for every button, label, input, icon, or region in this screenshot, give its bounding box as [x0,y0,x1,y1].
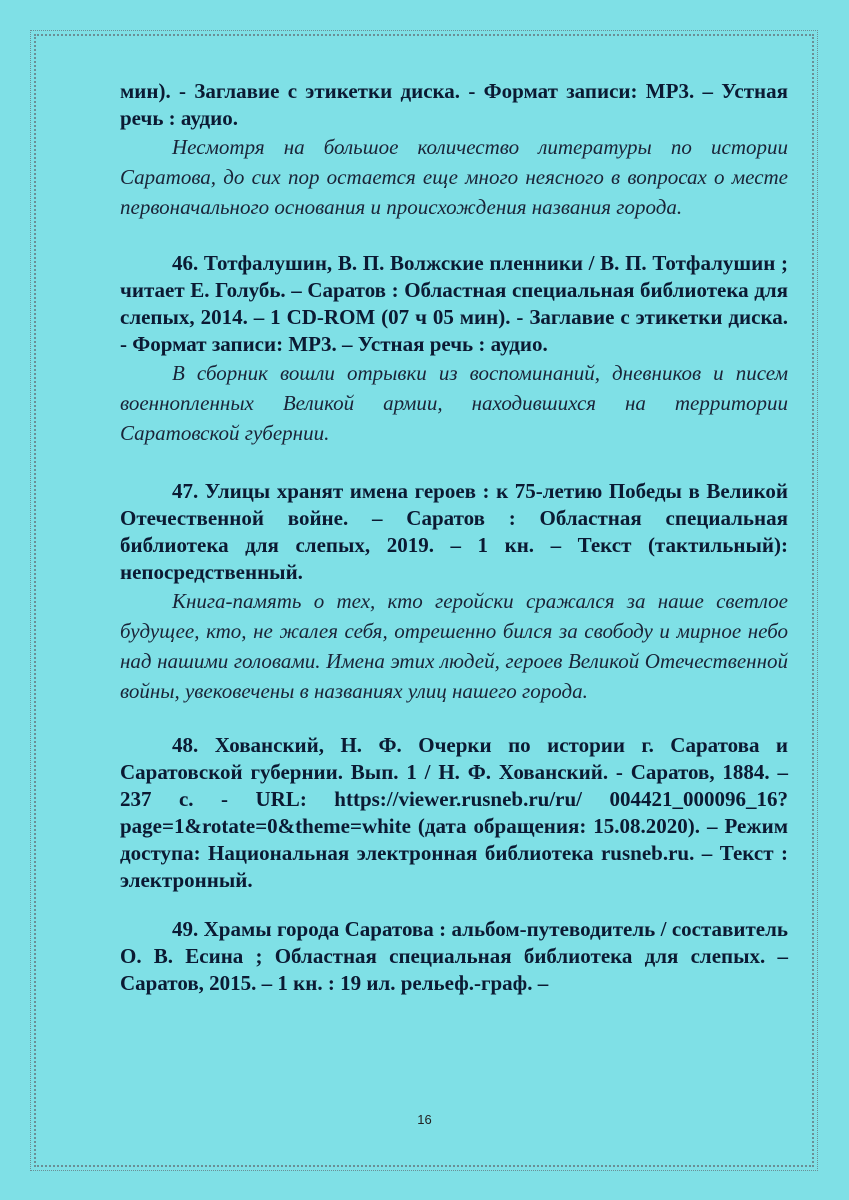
entry-48-citation: 48. Хованский, Н. Ф. Очерки по истории г. Саратова и Саратовской губернии. Вып. 1 / Н. Ф. Хованский. - Саратов, 1884. – 237 с. - URL: https://viewer.rusneb.ru/ru/ 004421_000096_16?page=1&rotate=0&theme=white (дата обращения: 15.08.2020). – Режим доступа: Национальная электронная библиотека rusneb.ru. – Текст : электронный. [120,733,788,892]
entry-46-annotation: В сборник вошли отрывки из воспоминаний, дневников и писем военнопленных Великой армии, находившихся на территории Саратовской губернии. [120,361,788,445]
entry-47-annotation: Книга-память о тех, кто геройски сражался за наше светлое будущее, кто, не жалея себя, отрешенно бился за свободу и мирное небо над нашими головами. Имена этих людей, героев Великой Отечественной войны, увековечены в названиях улиц нашего города. [120,589,788,703]
entry-46-citation: 46. Тотфалушин, В. П. Волжские пленники / В. П. Тотфалушин ; читает Е. Голубь. – Саратов : Областная специальная библиотека для слепых, 2014. – 1 CD-ROM (07 ч 05 мин). - Заглавие с этикетки диска. - Формат записи: MP3. – Устная речь : аудио. [120,251,788,356]
entry-45-annotation: Несмотря на большое количество литературы по истории Саратова, до сих пор остается еще много неясного в вопросах о месте первоначального основания и происхождения названия города. [120,135,788,219]
entry-45-continuation: мин). - Заглавие с этикетки диска. - Формат записи: MP3. – Устная речь : аудио. [120,79,788,130]
entry-49-citation: 49. Храмы города Саратова : альбом-путеводитель / составитель О. В. Есина ; Областная специальная библиотека для слепых. – Саратов, 2015. – 1 кн. : 19 ил. рельеф.-граф. – [120,917,788,995]
page-number: 16 [417,1112,432,1127]
entry-47-citation: 47. Улицы хранят имена героев : к 75-летию Победы в Великой Отечественной войне. – Саратов : Областная специальная библиотека для слепых, 2019. – 1 кн. – Текст (тактильный): непосредственный. [120,479,788,584]
page-content [120,78,788,997]
